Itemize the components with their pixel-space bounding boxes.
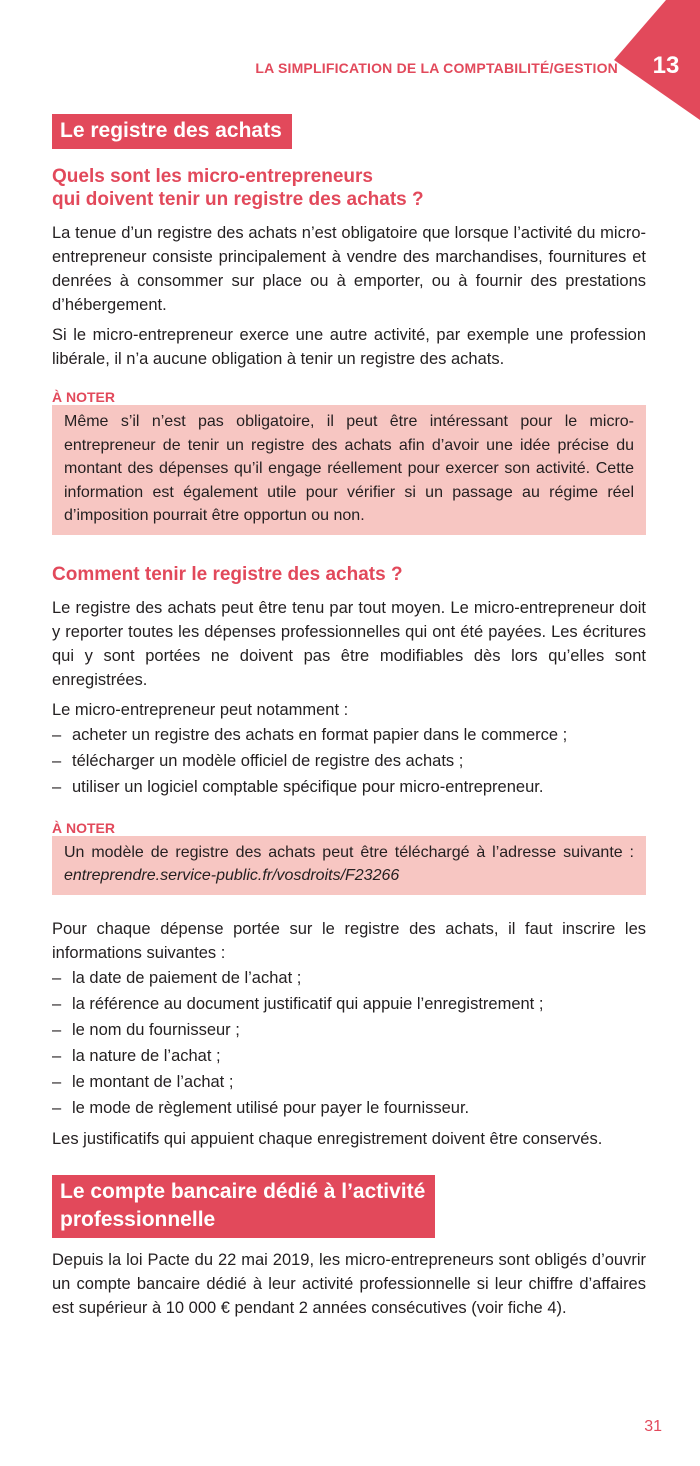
note-box-interest: Même s’il n’est pas obligatoire, il peut être intéressant pour le micro-entrepreneur de tenir un registre des achats afin d’avoir une idée précise du montant des dépenses qu’il engage réellement pour exercer son activité. Cette information est également utile pour vérifier si un passage au régime réel d’imposition pourrait être opportun ou non. bbox=[52, 405, 646, 535]
note-label: À NOTER bbox=[52, 819, 115, 836]
paragraph-other-activity: Si le micro-entrepreneur exerce une autre activité, par exemple une profession libérale, il n’a aucune obligation à tenir un registre des achats. bbox=[52, 326, 646, 368]
list-item: – utiliser un logiciel comptable spécifique pour micro-entrepreneur. bbox=[52, 774, 646, 800]
paragraph-list-intro: Le micro-entrepreneur peut notamment : bbox=[52, 700, 349, 719]
list-item: – la date de paiement de l’achat ; bbox=[52, 965, 646, 991]
paragraph-info-intro: Pour chaque dépense portée sur le registre des achats, il faut inscrire les informations suivantes : bbox=[52, 919, 646, 962]
list-item: – le nom du fournisseur ; bbox=[52, 1017, 646, 1043]
section-title-line1: Le compte bancaire dédié à l’activité bbox=[60, 1179, 426, 1203]
paragraph-any-means: Le registre des achats peut être tenu par tout moyen. Le micro-entrepreneur doit y reporter toutes les dépenses professionnelles qui ont été payées. Les écritures qui y sont portées ne doivent pas être modifiables dès lors qu’elles sont enregistrées. bbox=[52, 598, 646, 689]
list-item: – télécharger un modèle officiel de registre des achats ; bbox=[52, 748, 646, 774]
question-heading-who bbox=[52, 165, 646, 211]
page-content bbox=[52, 114, 646, 1326]
note-label: À NOTER bbox=[52, 389, 115, 405]
list-item: – le montant de l’achat ; bbox=[52, 1069, 646, 1095]
question-heading-who-line1: Quels sont les micro-entrepreneurs bbox=[52, 166, 373, 187]
paragraph-justificatifs: Les justificatifs qui appuient chaque enregistrement doivent être conservés. bbox=[52, 1129, 603, 1148]
section-title-line2: professionnelle bbox=[60, 1207, 216, 1231]
question-heading-who-line2: qui doivent tenir un registre des achats ? bbox=[52, 189, 424, 210]
note-link[interactable]: entreprendre.service-public.fr/vosdroits/F23266 bbox=[64, 867, 400, 884]
options-list bbox=[52, 722, 646, 800]
list-item: – la référence au document justificatif qui appuie l’enregistrement ; bbox=[52, 991, 646, 1017]
list-item: – le mode de règlement utilisé pour payer le fournisseur. bbox=[52, 1095, 646, 1121]
question-heading-how: Comment tenir le registre des achats ? bbox=[52, 563, 403, 585]
page-number: 31 bbox=[644, 1418, 662, 1435]
chapter-number: 13 bbox=[652, 52, 680, 79]
note-text: Un modèle de registre des achats peut être téléchargé à l’adresse suivante : bbox=[64, 843, 634, 861]
list-item: – la nature de l’achat ; bbox=[52, 1043, 646, 1069]
info-list bbox=[52, 965, 646, 1121]
paragraph-obligation: La tenue d’un registre des achats n’est obligatoire que lorsque l’activité du micro-entrepreneur consiste principalement à vendre des marchandises, fournitures et denrées à consommer sur place ou à emporter, ou à fournir des prestations d’hébergement. bbox=[52, 224, 646, 314]
running-header: LA SIMPLIFICATION DE LA COMPTABILITÉ/GESTION bbox=[255, 60, 618, 76]
section-title-registre: Le registre des achats bbox=[52, 114, 292, 149]
section-title-compte-bancaire bbox=[52, 1175, 435, 1238]
paragraph-loi-pacte: Depuis la loi Pacte du 22 mai 2019, les micro-entrepreneurs sont obligés d’ouvrir un compte bancaire dédié à leur activité professionnelle si leur chiffre d’affaires est supérieur à 10 000 € pendant 2 années consécutives (voir fiche 4). bbox=[52, 1250, 646, 1317]
note-box-template bbox=[52, 836, 646, 895]
list-item: – acheter un registre des achats en format papier dans le commerce ; bbox=[52, 722, 646, 748]
